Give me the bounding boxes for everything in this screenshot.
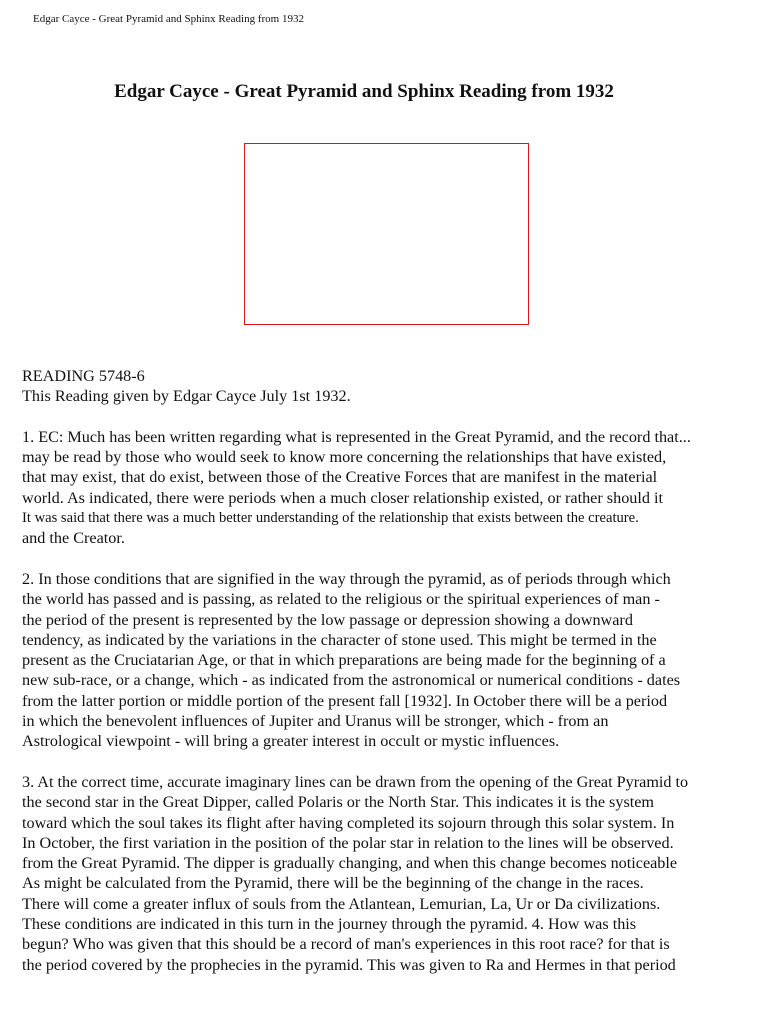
reading-number: READING 5748-6 xyxy=(22,367,145,385)
paragraph-gap xyxy=(22,407,768,427)
text-line: It was said that there was a much better understanding of the relationship that exists between the creature. xyxy=(22,510,639,527)
text-line: the period of the present is represented by the low passage or depression showing a downward xyxy=(22,610,633,629)
text-line: from the Great Pyramid. The dipper is gradually changing, and when this change becomes noticeable xyxy=(22,854,678,873)
text-line: begun? Who was given that this should be a record of man's experiences in this root race? for that is xyxy=(22,935,670,954)
text-line: in which the benevolent influences of Jupiter and Uranus will be stronger, which - from an xyxy=(22,712,609,731)
text-line: 1. EC: Much has been written regarding what is represented in the Great Pyramid, and the record that... xyxy=(22,427,691,446)
text-line: There will come a greater influx of souls from the Atlantean, Lemurian, La, Ur or Da civilizations. xyxy=(22,894,661,913)
text-line: and the Creator. xyxy=(22,529,125,548)
text-line: that may exist, that do exist, between those of the Creative Forces that are manifest in the material xyxy=(22,468,658,487)
paragraph-gap xyxy=(22,549,768,569)
text-line: the second star in the Great Dipper, called Polaris or the North Star. This indicates it is the system xyxy=(22,793,655,812)
text-line: the period covered by the prophecies in the pyramid. This was given to Ra and Hermes in that period xyxy=(22,955,676,974)
text-line: present as the Cruciatarian Age, or that in which preparations are being made for the beginning of a xyxy=(22,651,666,670)
paragraph-gap xyxy=(22,752,768,772)
paragraph-3 xyxy=(22,772,768,975)
paragraph-2 xyxy=(22,569,768,752)
reading-date-line: This Reading given by Edgar Cayce July 1st 1932. xyxy=(22,387,351,406)
text-line: new sub-race, or a change, which - as indicated from the astronomical or numerical conditions - dates xyxy=(22,671,681,690)
text-line: 2. In those conditions that are signified in the way through the pyramid, as of periods through which xyxy=(22,569,671,588)
text-line: tendency, as indicated by the variations in the character of stone used. This might be termed in the xyxy=(22,630,657,649)
running-header: Edgar Cayce - Great Pyramid and Sphinx Reading from 1932 xyxy=(33,13,304,25)
image-placeholder xyxy=(244,143,529,325)
text-line: In October, the first variation in the position of the polar star in relation to the lines will be observed. xyxy=(22,833,674,852)
document-body xyxy=(22,366,768,975)
text-line: from the latter portion or middle portion of the present fall [1932]. In October there will be a period xyxy=(22,691,668,710)
text-line: 3. At the correct time, accurate imaginary lines can be drawn from the opening of the Great Pyramid to xyxy=(22,772,689,791)
text-line: toward which the soul takes its flight after having completed its sojourn through this solar system. In xyxy=(22,813,675,832)
text-line: These conditions are indicated in this turn in the journey through the pyramid. 4. How was this xyxy=(22,915,637,934)
text-line: the world has passed and is passing, as related to the religious or the spiritual experiences of man - xyxy=(22,590,660,609)
text-line: may be read by those who would seek to know more concerning the relationships that have existed, xyxy=(22,448,667,467)
text-line: As might be calculated from the Pyramid, there will be the beginning of the change in the races. xyxy=(22,874,644,893)
text-line: world. As indicated, there were periods when a much closer relationship existed, or rather should it xyxy=(22,488,664,507)
paragraph-1 xyxy=(22,427,768,549)
document-title: Edgar Cayce - Great Pyramid and Sphinx Reading from 1932 xyxy=(114,81,614,102)
text-line: Astrological viewpoint - will bring a greater interest in occult or mystic influences. xyxy=(22,732,560,751)
